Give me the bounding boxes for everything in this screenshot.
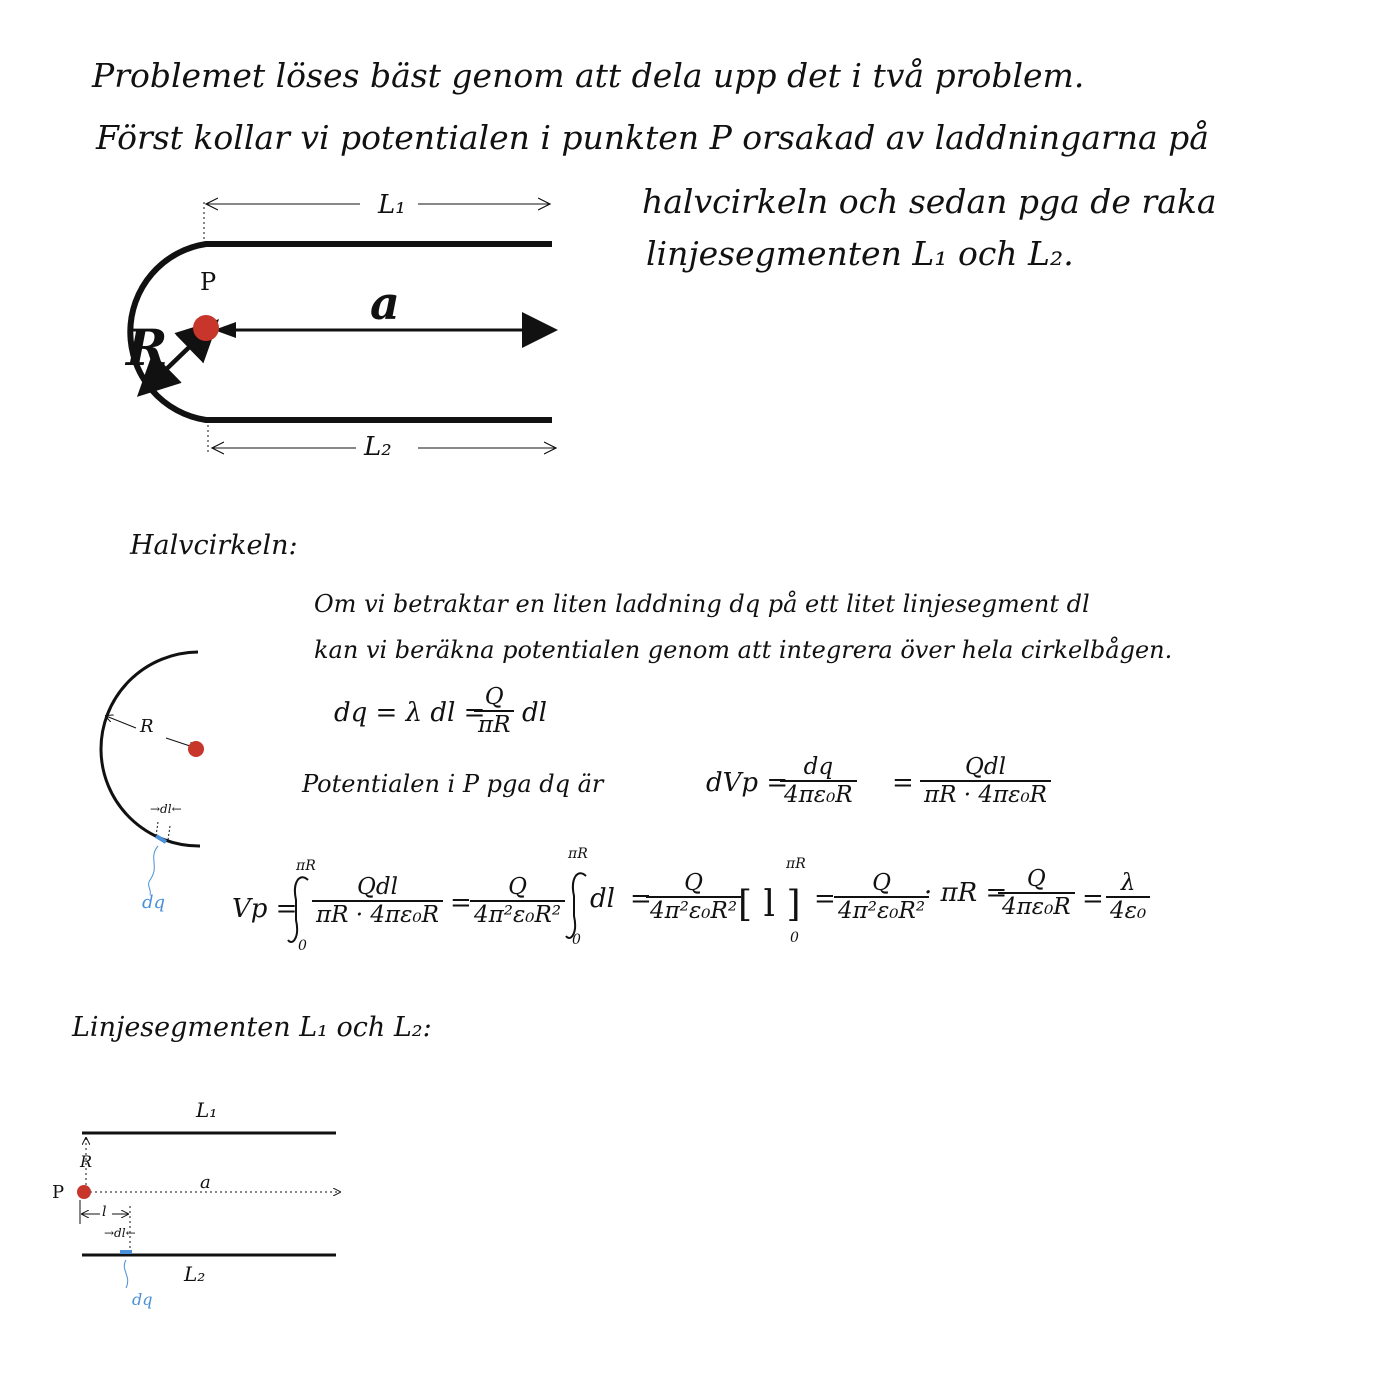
intro-line-3: halvcirkeln och sedan pga de raka <box>642 182 1217 221</box>
eq2-f1-numerator: dq <box>803 754 834 780</box>
eq3-bracket-lower: 0 <box>790 930 799 946</box>
fig1-label-l2: L₂ <box>364 432 392 462</box>
eq1-lhs: dq = λ dl = <box>334 698 486 728</box>
segment-label-a: a <box>200 1172 211 1193</box>
segment-label-l2: L₂ <box>184 1262 206 1286</box>
semicircle-label-r: R <box>140 716 154 737</box>
hairpin-conductor <box>130 244 552 420</box>
eq2-f2-denominator: πR · 4πε₀R <box>920 780 1051 808</box>
halvcirkeln-text-1: Om vi betraktar en liten laddning dq på ett litet linjesegment dl <box>314 590 1090 618</box>
semicircle-arc <box>101 652 200 846</box>
semicircle-r-arrow-left <box>106 716 136 728</box>
eq2-prefix: Potentialen i P pga dq är <box>302 770 604 798</box>
eq3-f6-denominator: 4ε₀ <box>1106 896 1150 924</box>
intro-line-2: Först kollar vi potentialen i punkten P orsakad av laddningarna på <box>96 118 1209 157</box>
eq2-f2-numerator: Qdl <box>965 754 1006 780</box>
segment-label-l: l <box>102 1204 107 1220</box>
segment-charge-p <box>77 1185 91 1199</box>
semicircle-charge <box>188 741 204 757</box>
eq1-fraction <box>474 684 514 739</box>
integral-sign-2 <box>566 873 586 938</box>
eq3-f4-denominator: 4π²ε₀R² <box>834 896 929 924</box>
eq3-f1-numerator: Qdl <box>357 874 398 900</box>
eq3-times-pir: · πR = <box>924 878 1008 908</box>
eq3-fraction-4 <box>834 870 929 925</box>
fig1-label-l1: L₁ <box>378 190 406 220</box>
eq3-int2-lower: 0 <box>572 932 581 948</box>
intro-line-1: Problemet löses bäst genom att dela upp det i två problem. <box>92 56 1085 95</box>
fig1-label-p: P <box>200 268 217 296</box>
dl-tick-1 <box>156 822 158 836</box>
eq3-f5-denominator: 4πε₀R <box>998 892 1075 920</box>
fig1-label-a: a <box>370 276 400 330</box>
eq2-equals: = <box>892 768 914 798</box>
eq3-fraction-6 <box>1106 870 1150 925</box>
segment-label-dl: →dl← <box>104 1226 136 1240</box>
eq1-denominator: πR <box>474 710 514 738</box>
eq1-tail: dl <box>522 698 547 728</box>
eq3-bracket-upper: πR <box>786 856 806 872</box>
eq3-f5-numerator: Q <box>1026 866 1046 892</box>
semicircle-label-dl: →dl← <box>150 802 182 816</box>
eq3-int2-upper: πR <box>568 846 588 862</box>
segment-dq-pointer <box>124 1260 127 1288</box>
eq3-fraction-1 <box>312 874 443 929</box>
eq3-f2-denominator: 4π²ε₀R² <box>470 900 565 928</box>
fig1-label-r: R <box>126 318 168 377</box>
eq3-equals-2: = <box>630 884 652 914</box>
eq3-int1-upper: πR <box>296 858 316 874</box>
eq2-f1-denominator: 4πε₀R <box>780 780 857 808</box>
eq2-lhs: dVp = <box>706 768 789 798</box>
semicircle-label-dq: dq <box>142 892 166 913</box>
eq3-fraction-5 <box>998 866 1075 921</box>
segment-label-l1: L₁ <box>196 1098 218 1122</box>
eq2-fraction-1 <box>780 754 857 809</box>
eq3-dl: dl <box>590 884 615 914</box>
linjesegment-heading: Linjesegmenten L₁ och L₂: <box>72 1012 432 1043</box>
eq3-f3-denominator: 4π²ε₀R² <box>646 896 741 924</box>
eq2-fraction-2 <box>920 754 1051 809</box>
eq3-int1-lower: 0 <box>298 938 307 954</box>
eq3-fraction-3 <box>646 870 741 925</box>
eq3-f2-numerator: Q <box>508 874 527 900</box>
eq3-f1-denominator: πR · 4πε₀R <box>312 900 443 928</box>
eq3-lhs: Vp = <box>232 894 298 924</box>
halvcirkeln-text-2: kan vi beräkna potentialen genom att integrera över hela cirkelbågen. <box>314 636 1173 664</box>
eq3-equals-3: = <box>814 884 836 914</box>
halvcirkeln-heading: Halvcirkeln: <box>130 530 298 561</box>
segment-label-r: R <box>80 1152 93 1171</box>
eq3-equals-1: = <box>450 888 472 918</box>
segment-label-dq: dq <box>132 1290 153 1309</box>
eq3-bracket: [ l ] <box>738 884 801 925</box>
point-p-charge <box>193 315 219 341</box>
eq3-f3-numerator: Q <box>684 870 703 896</box>
dl-tick-2 <box>168 826 170 840</box>
eq3-equals-5: = <box>1082 884 1104 914</box>
eq3-f4-numerator: Q <box>872 870 891 896</box>
eq3-f6-numerator: λ <box>1120 870 1136 896</box>
segment-label-p: P <box>52 1182 65 1203</box>
eq1-numerator: Q <box>484 684 504 710</box>
intro-line-4: linjesegmenten L₁ och L₂. <box>646 234 1074 273</box>
eq3-fraction-2 <box>470 874 565 929</box>
semicircle-dl-segment <box>156 836 166 842</box>
semicircle-dq-pointer <box>149 846 158 894</box>
